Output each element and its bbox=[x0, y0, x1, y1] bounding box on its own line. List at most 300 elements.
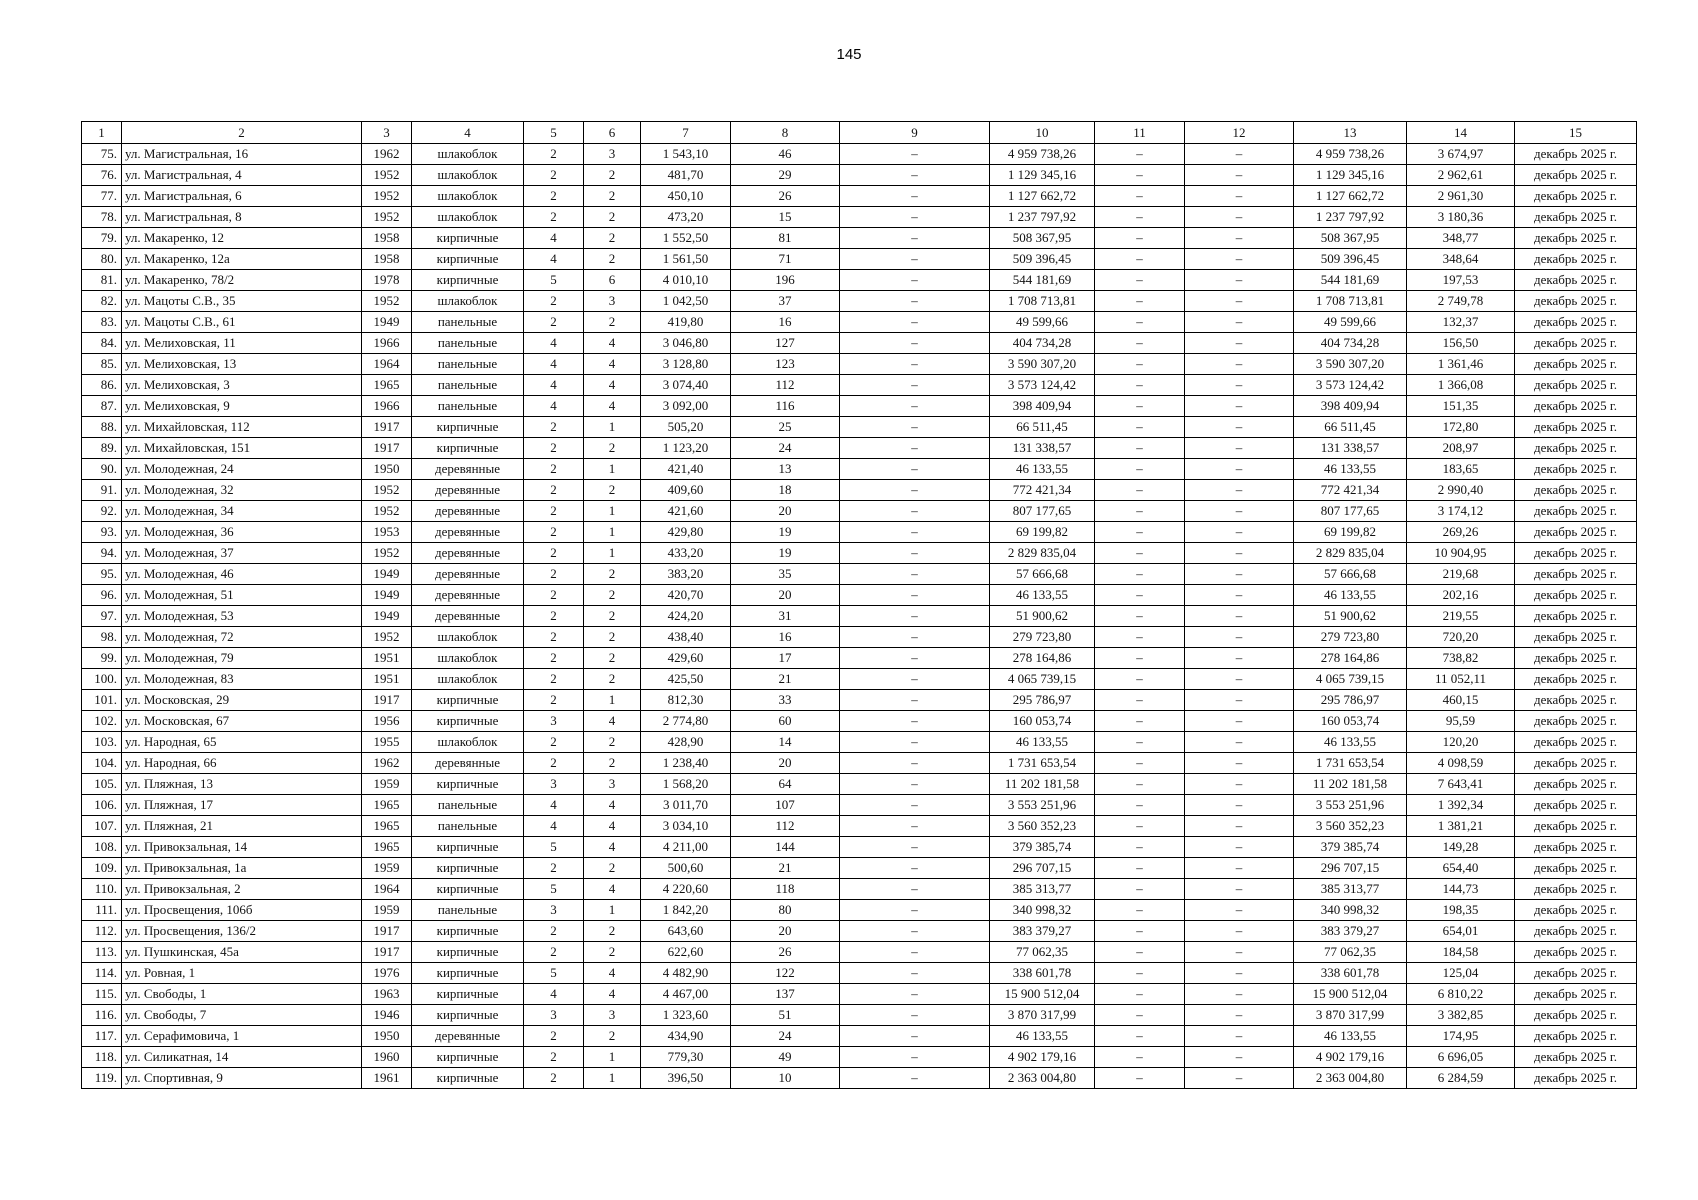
table-cell: 1 042,50 bbox=[641, 291, 731, 312]
table-cell: кирпичные bbox=[412, 921, 524, 942]
row-index-cell: 91. bbox=[82, 480, 122, 501]
table-cell: 46 133,55 bbox=[1294, 459, 1407, 480]
table-cell: 172,80 bbox=[1407, 417, 1515, 438]
table-cell: декабрь 2025 г. bbox=[1515, 501, 1637, 522]
row-index-cell: 80. bbox=[82, 249, 122, 270]
table-cell: – bbox=[1185, 690, 1294, 711]
table-cell: шлакоблок bbox=[412, 627, 524, 648]
table-cell: 51 900,62 bbox=[990, 606, 1095, 627]
table-cell: 4 bbox=[524, 816, 584, 837]
row-index-cell: 117. bbox=[82, 1026, 122, 1047]
table-cell: – bbox=[1185, 585, 1294, 606]
table-cell: – bbox=[1095, 291, 1185, 312]
table-cell: 2 bbox=[524, 921, 584, 942]
table-cell: – bbox=[1095, 963, 1185, 984]
table-cell: 1966 bbox=[362, 333, 412, 354]
table-cell: 3 560 352,23 bbox=[1294, 816, 1407, 837]
table-cell: – bbox=[1185, 228, 1294, 249]
table-cell: 2 bbox=[524, 417, 584, 438]
table-row bbox=[82, 711, 1637, 732]
table-cell: – bbox=[1185, 480, 1294, 501]
table-cell: 2 962,61 bbox=[1407, 165, 1515, 186]
table-cell: – bbox=[1095, 1047, 1185, 1068]
table-cell: декабрь 2025 г. bbox=[1515, 354, 1637, 375]
table-cell: декабрь 2025 г. bbox=[1515, 606, 1637, 627]
table-cell: – bbox=[840, 921, 990, 942]
table-cell: 1 552,50 bbox=[641, 228, 731, 249]
table-cell: 35 bbox=[731, 564, 840, 585]
table-cell: – bbox=[840, 606, 990, 627]
table-cell: 481,70 bbox=[641, 165, 731, 186]
table-cell: – bbox=[1095, 606, 1185, 627]
table-cell: 1949 bbox=[362, 585, 412, 606]
table-cell: 4 902 179,16 bbox=[1294, 1047, 1407, 1068]
table-cell: 4 bbox=[584, 396, 641, 417]
table-cell: декабрь 2025 г. bbox=[1515, 291, 1637, 312]
table-cell: – bbox=[840, 564, 990, 585]
table-cell: декабрь 2025 г. bbox=[1515, 480, 1637, 501]
table-row bbox=[82, 144, 1637, 165]
row-index-cell: 89. bbox=[82, 438, 122, 459]
table-cell: 1949 bbox=[362, 312, 412, 333]
table-cell: 4 010,10 bbox=[641, 270, 731, 291]
table-row bbox=[82, 186, 1637, 207]
table-cell: 654,01 bbox=[1407, 921, 1515, 942]
table-cell: 11 052,11 bbox=[1407, 669, 1515, 690]
table-cell: деревянные bbox=[412, 564, 524, 585]
table-cell: 779,30 bbox=[641, 1047, 731, 1068]
row-index-cell: 79. bbox=[82, 228, 122, 249]
address-cell: ул. Московская, 29 bbox=[122, 690, 362, 711]
table-row bbox=[82, 207, 1637, 228]
row-index-cell: 98. bbox=[82, 627, 122, 648]
address-cell: ул. Спортивная, 9 bbox=[122, 1068, 362, 1089]
table-cell: декабрь 2025 г. bbox=[1515, 459, 1637, 480]
table-cell: декабрь 2025 г. bbox=[1515, 396, 1637, 417]
table-cell: 144,73 bbox=[1407, 879, 1515, 900]
row-index-cell: 115. bbox=[82, 984, 122, 1005]
table-cell: кирпичные bbox=[412, 228, 524, 249]
table-cell: 1 bbox=[584, 417, 641, 438]
table-cell: – bbox=[1095, 501, 1185, 522]
address-cell: ул. Пляжная, 21 bbox=[122, 816, 362, 837]
table-row bbox=[82, 1068, 1637, 1089]
table-cell: – bbox=[1185, 606, 1294, 627]
table-cell: 1 238,40 bbox=[641, 753, 731, 774]
table-cell: 80 bbox=[731, 900, 840, 921]
table-cell: 269,26 bbox=[1407, 522, 1515, 543]
table-cell: 2 363 004,80 bbox=[1294, 1068, 1407, 1089]
table-cell: 1965 bbox=[362, 795, 412, 816]
table-cell: – bbox=[1185, 837, 1294, 858]
table-cell: – bbox=[1095, 753, 1185, 774]
table-cell: – bbox=[1095, 375, 1185, 396]
table-cell: – bbox=[840, 1005, 990, 1026]
table-cell: 1 561,50 bbox=[641, 249, 731, 270]
table-cell: – bbox=[1185, 1005, 1294, 1026]
table-cell: 1917 bbox=[362, 690, 412, 711]
address-cell: ул. Мелиховская, 11 bbox=[122, 333, 362, 354]
table-cell: – bbox=[1095, 480, 1185, 501]
table-cell: 2 bbox=[584, 942, 641, 963]
table-cell: 1 237 797,92 bbox=[990, 207, 1095, 228]
row-index-cell: 101. bbox=[82, 690, 122, 711]
table-cell: – bbox=[1095, 585, 1185, 606]
row-index-cell: 105. bbox=[82, 774, 122, 795]
table-row bbox=[82, 291, 1637, 312]
table-cell: 20 bbox=[731, 753, 840, 774]
row-index-cell: 85. bbox=[82, 354, 122, 375]
row-index-cell: 100. bbox=[82, 669, 122, 690]
address-cell: ул. Михайловская, 112 bbox=[122, 417, 362, 438]
table-row bbox=[82, 165, 1637, 186]
row-index-cell: 118. bbox=[82, 1047, 122, 1068]
table-cell: – bbox=[840, 270, 990, 291]
table-cell: 112 bbox=[731, 816, 840, 837]
table-cell: 10 904,95 bbox=[1407, 543, 1515, 564]
table-cell: 2 bbox=[584, 627, 641, 648]
table-cell: 3 553 251,96 bbox=[990, 795, 1095, 816]
row-index-cell: 97. bbox=[82, 606, 122, 627]
table-cell: 95,59 bbox=[1407, 711, 1515, 732]
table-cell: – bbox=[1185, 207, 1294, 228]
column-header-8: 8 bbox=[731, 122, 840, 144]
table-cell: 15 900 512,04 bbox=[1294, 984, 1407, 1005]
table-cell: 2 bbox=[584, 249, 641, 270]
table-cell: – bbox=[840, 249, 990, 270]
table-cell: 127 bbox=[731, 333, 840, 354]
table-cell: 184,58 bbox=[1407, 942, 1515, 963]
table-cell: 1 127 662,72 bbox=[1294, 186, 1407, 207]
row-index-cell: 103. bbox=[82, 732, 122, 753]
table-cell: 125,04 bbox=[1407, 963, 1515, 984]
table-cell: – bbox=[840, 816, 990, 837]
table-cell: 1 bbox=[584, 1068, 641, 1089]
table-cell: – bbox=[840, 354, 990, 375]
table-cell: 1965 bbox=[362, 837, 412, 858]
table-cell: декабрь 2025 г. bbox=[1515, 732, 1637, 753]
row-index-cell: 106. bbox=[82, 795, 122, 816]
table-cell: панельные bbox=[412, 375, 524, 396]
table-cell: – bbox=[1095, 942, 1185, 963]
table-cell: декабрь 2025 г. bbox=[1515, 186, 1637, 207]
table-cell: 1953 bbox=[362, 522, 412, 543]
table-cell: – bbox=[1185, 984, 1294, 1005]
table-cell: 19 bbox=[731, 522, 840, 543]
table-cell: 379 385,74 bbox=[990, 837, 1095, 858]
table-cell: 26 bbox=[731, 942, 840, 963]
table-cell: 151,35 bbox=[1407, 396, 1515, 417]
table-cell: 144 bbox=[731, 837, 840, 858]
table-cell: 4 482,90 bbox=[641, 963, 731, 984]
table-cell: – bbox=[1185, 438, 1294, 459]
table-cell: 2 bbox=[584, 669, 641, 690]
table-cell: 18 bbox=[731, 480, 840, 501]
table-cell: 6 696,05 bbox=[1407, 1047, 1515, 1068]
table-cell: 2 bbox=[524, 438, 584, 459]
table-cell: кирпичные bbox=[412, 1047, 524, 1068]
column-header-5: 5 bbox=[524, 122, 584, 144]
address-cell: ул. Магистральная, 6 bbox=[122, 186, 362, 207]
table-cell: – bbox=[1185, 291, 1294, 312]
table-cell: 46 133,55 bbox=[990, 459, 1095, 480]
address-cell: ул. Молодежная, 37 bbox=[122, 543, 362, 564]
table-cell: – bbox=[1185, 186, 1294, 207]
table-cell: 420,70 bbox=[641, 585, 731, 606]
table-cell: – bbox=[1185, 396, 1294, 417]
table-cell: 1 bbox=[584, 900, 641, 921]
table-cell: декабрь 2025 г. bbox=[1515, 333, 1637, 354]
table-cell: – bbox=[1185, 858, 1294, 879]
table-cell: 1964 bbox=[362, 354, 412, 375]
table-cell: шлакоблок bbox=[412, 165, 524, 186]
table-cell: – bbox=[1185, 144, 1294, 165]
table-cell: 1 129 345,16 bbox=[1294, 165, 1407, 186]
table-cell: деревянные bbox=[412, 501, 524, 522]
table-row bbox=[82, 459, 1637, 480]
address-cell: ул. Молодежная, 24 bbox=[122, 459, 362, 480]
table-cell: 3 bbox=[524, 711, 584, 732]
column-header-14: 14 bbox=[1407, 122, 1515, 144]
table-row bbox=[82, 438, 1637, 459]
table-cell: 738,82 bbox=[1407, 648, 1515, 669]
table-cell: декабрь 2025 г. bbox=[1515, 1026, 1637, 1047]
table-cell: – bbox=[1095, 921, 1185, 942]
table-cell: – bbox=[840, 858, 990, 879]
table-cell: – bbox=[840, 480, 990, 501]
table-cell: декабрь 2025 г. bbox=[1515, 438, 1637, 459]
table-cell: декабрь 2025 г. bbox=[1515, 774, 1637, 795]
table-cell: 4 bbox=[584, 879, 641, 900]
table-cell: 1 381,21 bbox=[1407, 816, 1515, 837]
table-cell: 385 313,77 bbox=[1294, 879, 1407, 900]
table-cell: 57 666,68 bbox=[990, 564, 1095, 585]
table-cell: 81 bbox=[731, 228, 840, 249]
address-cell: ул. Пляжная, 13 bbox=[122, 774, 362, 795]
table-cell: 1917 bbox=[362, 438, 412, 459]
column-header-9: 9 bbox=[840, 122, 990, 144]
table-cell: 4 bbox=[584, 375, 641, 396]
table-cell: декабрь 2025 г. bbox=[1515, 900, 1637, 921]
table-cell: – bbox=[840, 732, 990, 753]
address-cell: ул. Макаренко, 12 bbox=[122, 228, 362, 249]
address-cell: ул. Ровная, 1 bbox=[122, 963, 362, 984]
table-cell: 49 599,66 bbox=[1294, 312, 1407, 333]
table-cell: 2 bbox=[524, 648, 584, 669]
table-cell: 2 bbox=[584, 753, 641, 774]
table-cell: 2 bbox=[524, 312, 584, 333]
table-cell: 46 133,55 bbox=[990, 1026, 1095, 1047]
table-row bbox=[82, 627, 1637, 648]
table-cell: шлакоблок bbox=[412, 207, 524, 228]
table-cell: декабрь 2025 г. bbox=[1515, 564, 1637, 585]
table-cell: кирпичные bbox=[412, 1005, 524, 1026]
table-cell: – bbox=[1095, 627, 1185, 648]
table-cell: 2 bbox=[524, 144, 584, 165]
table-cell: 3 bbox=[524, 1005, 584, 1026]
table-cell: декабрь 2025 г. bbox=[1515, 522, 1637, 543]
table-cell: декабрь 2025 г. bbox=[1515, 690, 1637, 711]
table-cell: декабрь 2025 г. bbox=[1515, 648, 1637, 669]
table-cell: 25 bbox=[731, 417, 840, 438]
table-cell: 1 731 653,54 bbox=[1294, 753, 1407, 774]
table-cell: – bbox=[1095, 837, 1185, 858]
table-row bbox=[82, 753, 1637, 774]
table-cell: кирпичные bbox=[412, 711, 524, 732]
table-cell: 2 bbox=[584, 186, 641, 207]
table-cell: декабрь 2025 г. bbox=[1515, 585, 1637, 606]
table-cell: 425,50 bbox=[641, 669, 731, 690]
column-header-11: 11 bbox=[1095, 122, 1185, 144]
table-cell: кирпичные bbox=[412, 879, 524, 900]
table-cell: – bbox=[1095, 648, 1185, 669]
table-cell: – bbox=[840, 984, 990, 1005]
table-cell: деревянные bbox=[412, 753, 524, 774]
table-cell: панельные bbox=[412, 816, 524, 837]
table-cell: 198,35 bbox=[1407, 900, 1515, 921]
table-row bbox=[82, 543, 1637, 564]
table-cell: 409,60 bbox=[641, 480, 731, 501]
table-cell: 1 bbox=[584, 1047, 641, 1068]
column-header-7: 7 bbox=[641, 122, 731, 144]
table-cell: декабрь 2025 г. bbox=[1515, 963, 1637, 984]
table-cell: 2 961,30 bbox=[1407, 186, 1515, 207]
table-cell: – bbox=[1185, 375, 1294, 396]
table-cell: 5 bbox=[524, 837, 584, 858]
address-cell: ул. Магистральная, 4 bbox=[122, 165, 362, 186]
table-cell: 1955 bbox=[362, 732, 412, 753]
table-cell: – bbox=[1185, 711, 1294, 732]
table-cell: – bbox=[1095, 711, 1185, 732]
table-cell: 338 601,78 bbox=[990, 963, 1095, 984]
table-cell: – bbox=[1185, 522, 1294, 543]
table-cell: 2 990,40 bbox=[1407, 480, 1515, 501]
table-cell: 132,37 bbox=[1407, 312, 1515, 333]
table-cell: 3 180,36 bbox=[1407, 207, 1515, 228]
table-cell: – bbox=[840, 795, 990, 816]
table-cell: 11 202 181,58 bbox=[990, 774, 1095, 795]
table-row bbox=[82, 879, 1637, 900]
table-cell: 24 bbox=[731, 1026, 840, 1047]
table-row bbox=[82, 963, 1637, 984]
table-row bbox=[82, 774, 1637, 795]
address-cell: ул. Привокзальная, 1а bbox=[122, 858, 362, 879]
row-index-cell: 96. bbox=[82, 585, 122, 606]
table-cell: 3 553 251,96 bbox=[1294, 795, 1407, 816]
table-cell: 131 338,57 bbox=[990, 438, 1095, 459]
table-cell: 1961 bbox=[362, 1068, 412, 1089]
table-cell: 1958 bbox=[362, 228, 412, 249]
table-cell: 64 bbox=[731, 774, 840, 795]
table-cell: 2 bbox=[584, 648, 641, 669]
table-cell: 197,53 bbox=[1407, 270, 1515, 291]
table-cell: 348,64 bbox=[1407, 249, 1515, 270]
table-cell: 2 774,80 bbox=[641, 711, 731, 732]
table-cell: 2 bbox=[524, 543, 584, 564]
table-cell: 1959 bbox=[362, 774, 412, 795]
table-cell: кирпичные bbox=[412, 417, 524, 438]
table-cell: 6 bbox=[584, 270, 641, 291]
address-cell: ул. Силикатная, 14 bbox=[122, 1047, 362, 1068]
table-cell: – bbox=[840, 291, 990, 312]
table-cell: 1960 bbox=[362, 1047, 412, 1068]
row-index-cell: 94. bbox=[82, 543, 122, 564]
table-cell: – bbox=[840, 711, 990, 732]
table-cell: 1951 bbox=[362, 648, 412, 669]
table-cell: 278 164,86 bbox=[1294, 648, 1407, 669]
table-cell: – bbox=[1095, 522, 1185, 543]
table-cell: – bbox=[1095, 417, 1185, 438]
table-cell: 508 367,95 bbox=[1294, 228, 1407, 249]
table-cell: 6 810,22 bbox=[1407, 984, 1515, 1005]
table-cell: 118 bbox=[731, 879, 840, 900]
table-cell: декабрь 2025 г. bbox=[1515, 942, 1637, 963]
table-row bbox=[82, 333, 1637, 354]
table-row bbox=[82, 795, 1637, 816]
table-cell: – bbox=[1185, 648, 1294, 669]
table-cell: декабрь 2025 г. bbox=[1515, 270, 1637, 291]
table-cell: – bbox=[840, 669, 990, 690]
table-cell: 20 bbox=[731, 585, 840, 606]
table-cell: 16 bbox=[731, 312, 840, 333]
table-cell: 5 bbox=[524, 879, 584, 900]
table-cell: – bbox=[840, 522, 990, 543]
table-cell: 2 bbox=[584, 858, 641, 879]
table-cell: 348,77 bbox=[1407, 228, 1515, 249]
table-cell: 69 199,82 bbox=[990, 522, 1095, 543]
address-cell: ул. Мацоты С.В., 61 bbox=[122, 312, 362, 333]
table-cell: 66 511,45 bbox=[990, 417, 1095, 438]
table-cell: 772 421,34 bbox=[1294, 480, 1407, 501]
table-cell: 123 bbox=[731, 354, 840, 375]
table-cell: – bbox=[1185, 1068, 1294, 1089]
table-cell: 10 bbox=[731, 1068, 840, 1089]
table-cell: 24 bbox=[731, 438, 840, 459]
row-index-cell: 112. bbox=[82, 921, 122, 942]
table-cell: 1 bbox=[584, 522, 641, 543]
column-header-2: 2 bbox=[122, 122, 362, 144]
table-cell: 2 bbox=[524, 501, 584, 522]
row-index-cell: 86. bbox=[82, 375, 122, 396]
table-cell: – bbox=[1095, 564, 1185, 585]
table-cell: 1952 bbox=[362, 501, 412, 522]
table-cell: 46 133,55 bbox=[990, 732, 1095, 753]
row-index-cell: 104. bbox=[82, 753, 122, 774]
table-cell: 46 133,55 bbox=[1294, 585, 1407, 606]
table-cell: 3 174,12 bbox=[1407, 501, 1515, 522]
table-cell: – bbox=[1095, 165, 1185, 186]
table-cell: кирпичные bbox=[412, 438, 524, 459]
column-header-3: 3 bbox=[362, 122, 412, 144]
table-cell: 544 181,69 bbox=[990, 270, 1095, 291]
table-cell: 4 bbox=[584, 711, 641, 732]
table-cell: 77 062,35 bbox=[990, 942, 1095, 963]
table-cell: 1949 bbox=[362, 606, 412, 627]
table-cell: 3 bbox=[584, 144, 641, 165]
table-cell: – bbox=[1095, 1005, 1185, 1026]
table-cell: 49 599,66 bbox=[990, 312, 1095, 333]
table-row bbox=[82, 501, 1637, 522]
table-cell: 421,60 bbox=[641, 501, 731, 522]
address-cell: ул. Молодежная, 53 bbox=[122, 606, 362, 627]
table-cell: – bbox=[1185, 816, 1294, 837]
table-cell: 4 bbox=[524, 396, 584, 417]
table-cell: 3 092,00 bbox=[641, 396, 731, 417]
address-cell: ул. Молодежная, 83 bbox=[122, 669, 362, 690]
table-cell: 69 199,82 bbox=[1294, 522, 1407, 543]
table-cell: 3 573 124,42 bbox=[1294, 375, 1407, 396]
table-cell: декабрь 2025 г. bbox=[1515, 921, 1637, 942]
